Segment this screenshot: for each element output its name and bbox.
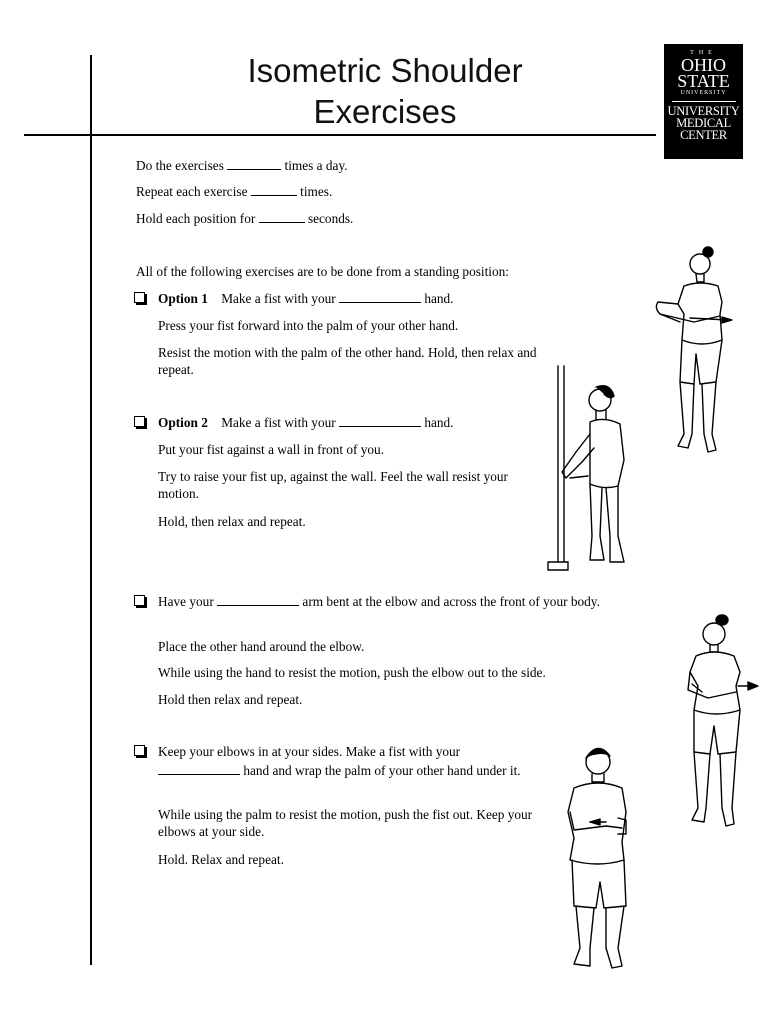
standing-note: All of the following exercises are to be done from a standing position: (136, 264, 509, 279)
figure-wall-press (544, 364, 632, 574)
exercise3-instruction-2: Place the other hand around the elbow. (158, 639, 365, 654)
repeat-line: Repeat each exercise times. (136, 184, 333, 199)
horizontal-rule (24, 134, 656, 136)
option1-hand-blank (339, 291, 421, 303)
option2-instruction-2: Put your fist against a wall in front of you. (158, 442, 385, 457)
exercise4-instruction-1-cont: hand and wrap the palm of your other hand under it. (158, 762, 550, 779)
figure-elbow-push (680, 612, 762, 834)
exercise3-first-line: Have your arm bent at the elbow and across the front of your body. (158, 594, 600, 609)
exercise4-instruction-3: Hold. Relax and repeat. (158, 852, 284, 867)
exercise4-checkbox[interactable] (134, 745, 145, 756)
hold-seconds-blank (259, 211, 305, 223)
option2-instruction-3: Try to raise your fist up, against the wall. Feel the wall resist your motion. (158, 469, 508, 501)
exercise4-instruction-2: While using the palm to resist the motion, push the fist out. Keep your elbows at your side. (158, 807, 533, 839)
option2-first-line: Option 2 Make a fist with your hand. (158, 415, 454, 430)
option2-instruction-4: Hold, then relax and repeat. (158, 514, 306, 529)
times-per-day-line: Do the exercises times a day. (136, 158, 348, 173)
exercise4-hand-blank (158, 763, 240, 775)
option1-first-line: Option 1 Make a fist with your hand. (158, 291, 454, 306)
osu-medical-center-logo: THE OHIO STATE UNIVERSITY UNIVERSITY MEDICAL CENTER (664, 44, 743, 159)
option2-checkbox[interactable] (134, 416, 145, 427)
option2-hand-blank (339, 415, 421, 427)
exercise3-arm-blank (217, 594, 299, 606)
option1-checkbox[interactable] (134, 292, 145, 303)
figure-fist-press (650, 244, 740, 460)
times-per-day-blank (227, 158, 281, 170)
option1-instruction-2: Press your fist forward into the palm of your other hand. (158, 318, 459, 333)
hold-seconds-line: Hold each position for seconds. (136, 211, 354, 226)
exercise3-instruction-3: While using the hand to resist the motion, push the elbow out to the side. (158, 665, 546, 680)
exercise4-instruction-1: Keep your elbows in at your sides. Make a fist with your (158, 744, 461, 759)
figure-external-rotation (560, 742, 646, 974)
vertical-rule (90, 55, 92, 965)
page-title: Isometric Shoulder Exercises (247, 52, 523, 130)
repeat-blank (251, 184, 297, 196)
exercise3-checkbox[interactable] (134, 595, 145, 606)
exercise3-instruction-4: Hold then relax and repeat. (158, 692, 303, 707)
option1-instruction-3: Resist the motion with the palm of the other hand. Hold, then relax and repeat. (158, 345, 537, 377)
